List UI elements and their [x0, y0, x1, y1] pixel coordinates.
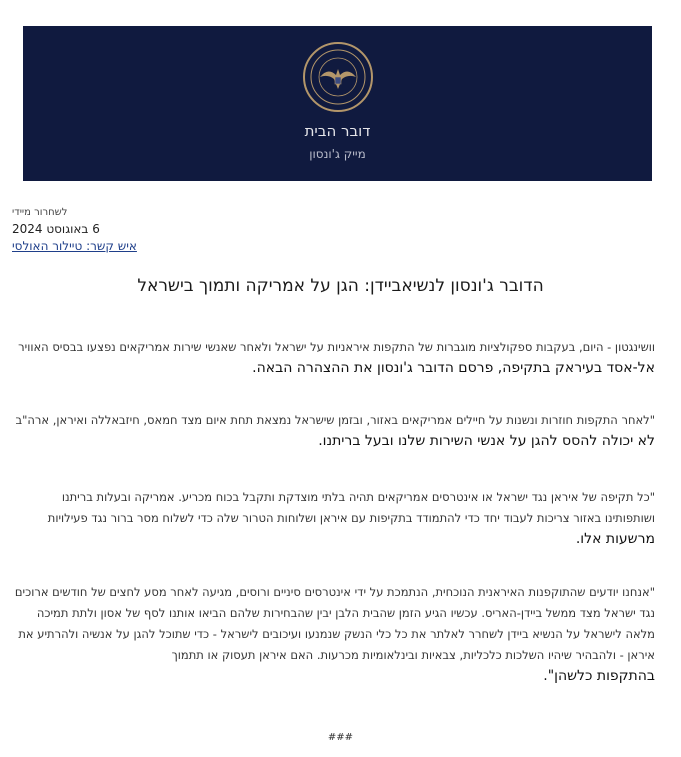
- office-title: דובר הבית: [304, 122, 371, 140]
- paragraph-3-text: "כל תקיפה של איראן נגד ישראל או אינטרסים אמריקאים תהיה בלתי מוצדקת ותקבל בכוח מכריע. אמריקה ובעלות בריתנו ושותפותינו באזור צריכות לעבוד יחד כדי להתמודד בתקיפות עם איראן ושלוחות הטרור שלה כדי לשלוח מסר ברור נגד פעילויות: [47, 490, 655, 525]
- contact-link[interactable]: איש קשר: טיילור האולסי: [12, 239, 137, 253]
- paragraph-4-text: "אנחנו יודעים שהתוקפנות האיראנית הנוכחית, הנתמכת על ידי אינטרסים סיניים ורוסים, מגיעה לאחר מסע לחצים של חודשים ארוכים נגד ישראל מצד ממשל ביידן-האריס. עכשיו הגיע הזמן שהבית הלבן יבין שהבחירות שלהם הביאו אותנו לסף של אסון ולתת תמיכה מלאה לישראל על הנשיא ביידן לשחרר לאלתר את כל כלי הנשק שנמנעו ועיכובים לישראל - כדי שתוכל להגן על אנשיה ולהרתיע את איראן - ולהבהיר שיהיו השלכות כלכליות, צבאיות ובינלאומיות מכרעות. האם איראן תעסוק או תתמוך: [14, 585, 655, 662]
- paragraph-2: [13, 410, 655, 452]
- speaker-seal-icon: [303, 42, 373, 112]
- paragraph-1-lead: אל-אסד בעיראק בתקיפה, פרסם הדובר ג'ונסון את ההצהרה הבאה.: [252, 360, 655, 376]
- paragraph-4: [13, 582, 655, 687]
- office-holder-name: מייק ג'ונסון: [309, 147, 366, 161]
- paragraph-3-lead: מרשעות אלו.: [575, 531, 655, 547]
- release-label: לשחרור מיידי: [12, 207, 68, 218]
- paragraph-1: [13, 337, 655, 379]
- release-meta: [12, 204, 312, 255]
- paragraph-2-text: "לאחר התקפות חוזרות ונשנות על חיילים אמריקאים באזור, ובזמן שישראל נמצאת תחת איום מצד חמאס, חיזבאללה ואיראן, ארה"ב: [15, 413, 655, 427]
- paragraph-3: [13, 487, 655, 550]
- end-mark: ###: [327, 732, 354, 743]
- paragraph-2-lead: לא יכולה להסס להגן על אנשי השירות שלנו ובעל בריתנו.: [318, 433, 655, 449]
- paragraph-1-text: וושינגטון - היום, בעקבות ספקולציות מוגברות של התקפות איראניות על ישראל ולאחר שאנשי שירות אמריקאים נפצעו בבסיס האוויר: [18, 340, 655, 354]
- header-banner: [23, 26, 652, 181]
- release-date: 6 באוגוסט 2024: [12, 222, 100, 236]
- paragraph-4-last: בהתקפות כלשהן".: [543, 668, 655, 684]
- page-title: הדובר ג'ונסון לנשיאביידן: הגן על אמריקה ותמוך בישראל: [137, 276, 544, 296]
